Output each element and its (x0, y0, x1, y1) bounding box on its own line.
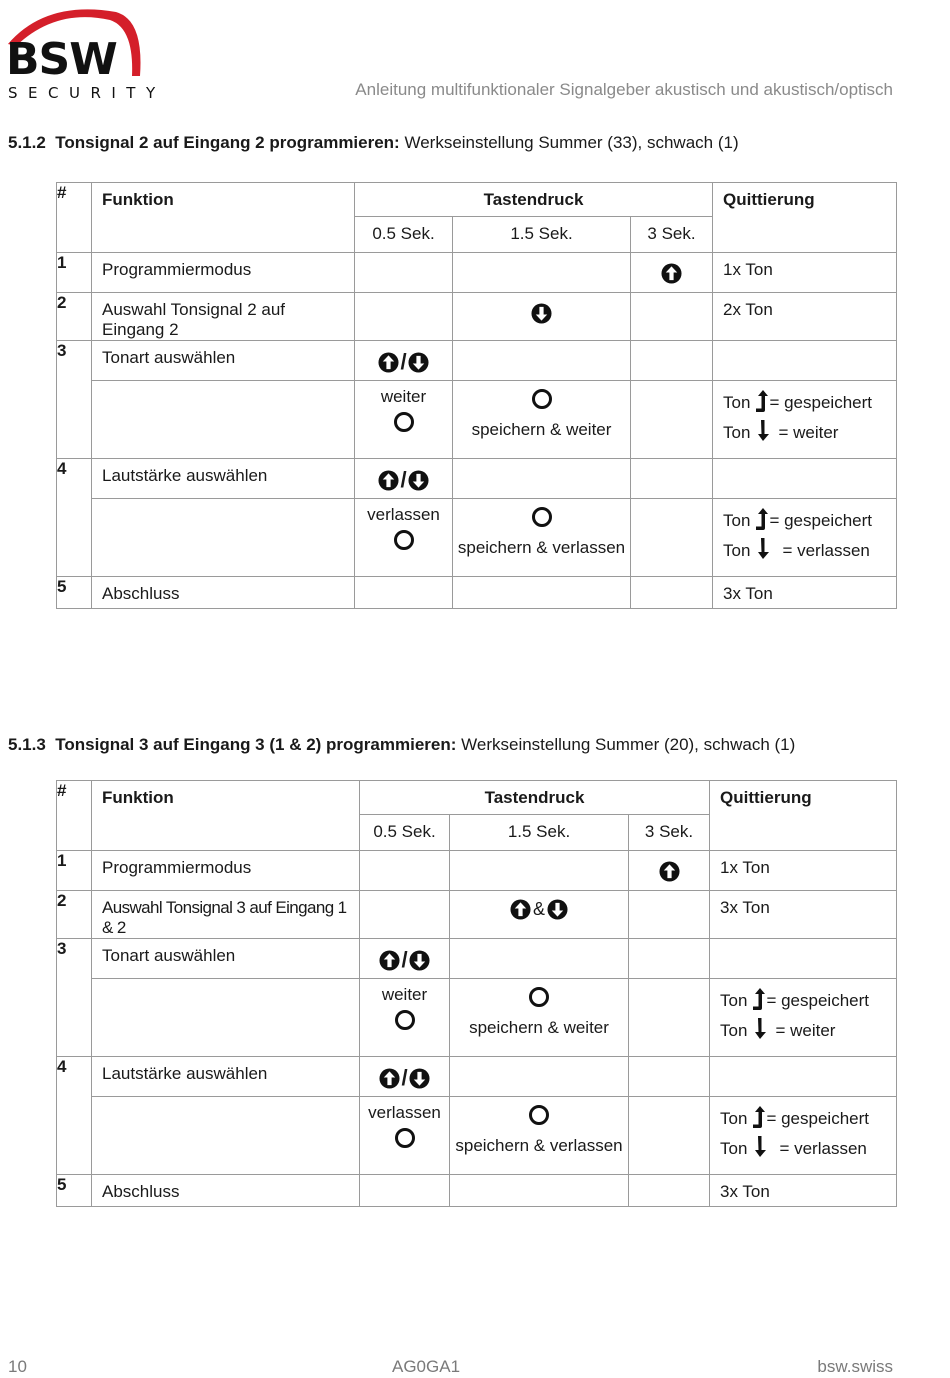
row-function: Programmiermodus (102, 858, 252, 877)
arrow-up-circle-icon (378, 470, 399, 491)
ack-tone-label: Ton (723, 423, 751, 442)
logo-subtext: SECURITY (8, 84, 166, 102)
table-row (57, 381, 897, 459)
row-acknowledgement: 3x Ton (720, 1182, 770, 1201)
row-function: Lautstärke auswählen (102, 1064, 268, 1083)
exit-label: verlassen (368, 1103, 441, 1122)
save-exit-label: speichern & verlassen (455, 1136, 623, 1155)
page-number: 10 (8, 1357, 27, 1376)
header-acknowledgement: Quittierung (720, 788, 812, 807)
ack-tone-label: Ton (723, 541, 751, 560)
header-function: Funktion (102, 788, 174, 807)
row-function: Auswahl Tonsignal 2 auf Eingang 2 (102, 300, 286, 339)
ack-tone-label: Ton (723, 393, 751, 412)
ack-saved-label: = gespeichert (769, 393, 872, 412)
arrow-down-circle-icon (408, 470, 429, 491)
open-circle-icon (395, 1128, 415, 1148)
row-number: 1 (57, 851, 92, 891)
row-function: Abschluss (102, 584, 180, 603)
section-title-bold: Tonsignal 2 auf Eingang 2 programmieren: (55, 133, 400, 152)
table-row: 3 Tonart auswählen / (57, 341, 897, 381)
ack-exit-label: = verlassen (782, 541, 870, 560)
logo-text: BSW (6, 34, 117, 85)
save-continue-label: speichern & weiter (469, 1018, 609, 1037)
rising-tone-arrow-icon (756, 390, 768, 412)
row-function: Auswahl Tonsignal 3 auf Eingang 1 & 2 (102, 898, 347, 937)
header-1-5-sec: 1.5 Sek. (507, 822, 571, 841)
arrow-down-circle-icon (547, 899, 568, 920)
row-number: 2 (57, 891, 92, 939)
header-function: Funktion (102, 190, 174, 209)
open-circle-icon (529, 987, 549, 1007)
and-separator: & (532, 899, 545, 920)
arrow-down-circle-icon (531, 303, 552, 324)
section-title-rest: Werkseinstellung Summer (20), schwach (1) (461, 735, 796, 754)
falling-tone-arrow-icon (755, 1136, 767, 1158)
header-1-5-sec: 1.5 Sek. (510, 224, 573, 243)
table-row: 4 Lautstärke auswählen / (57, 1057, 897, 1097)
ack-continue-label: = weiter (775, 1021, 836, 1040)
programming-table-513 (56, 780, 897, 1207)
row-number: 5 (57, 577, 92, 609)
open-circle-icon (529, 1105, 549, 1125)
section-number: 5.1.2 (8, 133, 46, 152)
arrow-up-circle-icon (659, 861, 680, 882)
arrow-up-circle-icon (378, 352, 399, 373)
table-row (57, 253, 897, 293)
open-circle-icon (532, 389, 552, 409)
ack-tone-label: Ton (720, 991, 748, 1010)
arrow-down-circle-icon (408, 352, 429, 373)
continue-label: weiter (380, 387, 427, 406)
row-number: 4 (57, 1057, 92, 1175)
open-circle-icon (395, 1010, 415, 1030)
table-row (57, 577, 897, 609)
continue-label: weiter (381, 985, 428, 1004)
header-number: # (57, 183, 92, 253)
row-function: Lautstärke auswählen (102, 466, 268, 485)
open-circle-icon (394, 530, 414, 550)
header-3-sec: 3 Sek. (647, 224, 696, 243)
row-number: 3 (57, 939, 92, 1057)
section-title-bold: Tonsignal 3 auf Eingang 3 (1 & 2) programmieren: (55, 735, 457, 754)
header-keypress: Tastendruck (484, 788, 585, 807)
exit-label: verlassen (367, 505, 440, 524)
website-link[interactable]: bsw.swiss (817, 1357, 893, 1376)
row-function: Abschluss (102, 1182, 180, 1201)
row-function: Tonart auswählen (102, 348, 236, 367)
document-code: AG0GA1 (392, 1357, 461, 1376)
arrow-up-circle-icon (661, 263, 682, 284)
header-acknowledgement: Quittierung (723, 190, 815, 209)
ack-exit-label: = verlassen (779, 1139, 867, 1158)
table-row (57, 1097, 897, 1175)
arrow-up-circle-icon (379, 1068, 400, 1089)
table-row (57, 1175, 897, 1207)
header-3-sec: 3 Sek. (644, 822, 694, 841)
row-acknowledgement: 3x Ton (723, 584, 773, 603)
row-number: 2 (57, 293, 92, 341)
ack-tone-label: Ton (723, 511, 751, 530)
table-row (57, 851, 897, 891)
row-acknowledgement: 2x Ton (723, 300, 773, 319)
section-heading-512 (8, 133, 739, 153)
section-heading-513 (8, 735, 795, 755)
row-acknowledgement: 1x Ton (720, 858, 770, 877)
table-row (57, 891, 897, 939)
row-acknowledgement: 1x Ton (723, 260, 773, 279)
programming-table-512 (56, 182, 897, 609)
table-row: 3 Tonart auswählen / (57, 939, 897, 979)
arrow-up-circle-icon (379, 950, 400, 971)
arrow-down-circle-icon (409, 950, 430, 971)
rising-tone-arrow-icon (753, 988, 765, 1010)
header-keypress: Tastendruck (483, 190, 584, 209)
ack-tone-label: Ton (720, 1139, 748, 1158)
save-exit-label: speichern & verlassen (457, 538, 626, 557)
document-title: Anleitung multifunktionaler Signalgeber akustisch und akustisch/optisch (355, 80, 893, 99)
open-circle-icon (532, 507, 552, 527)
arrow-up-circle-icon (510, 899, 531, 920)
table-row (57, 293, 897, 341)
header-number: # (57, 781, 92, 851)
header-0-5-sec: 0.5 Sek. (372, 224, 435, 243)
row-acknowledgement: 3x Ton (720, 898, 770, 917)
ack-continue-label: = weiter (778, 423, 839, 442)
row-function: Programmiermodus (102, 260, 252, 279)
arrow-down-circle-icon (409, 1068, 430, 1089)
table-row (57, 979, 897, 1057)
falling-tone-arrow-icon (758, 420, 770, 442)
table-row: 4 Lautstärke auswählen / (57, 459, 897, 499)
save-continue-label: speichern & weiter (471, 420, 612, 439)
rising-tone-arrow-icon (756, 508, 768, 530)
ack-saved-label: = gespeichert (766, 1109, 869, 1128)
ack-tone-label: Ton (720, 1109, 748, 1128)
row-number: 4 (57, 459, 92, 577)
header-0-5-sec: 0.5 Sek. (373, 822, 436, 841)
ack-saved-label: = gespeichert (766, 991, 869, 1010)
row-number: 5 (57, 1175, 92, 1207)
row-function: Tonart auswählen (102, 946, 236, 965)
bsw-logo (6, 6, 166, 102)
falling-tone-arrow-icon (758, 538, 770, 560)
ack-saved-label: = gespeichert (769, 511, 872, 530)
rising-tone-arrow-icon (753, 1106, 765, 1128)
falling-tone-arrow-icon (755, 1018, 767, 1040)
row-number: 1 (57, 253, 92, 293)
open-circle-icon (394, 412, 414, 432)
row-number: 3 (57, 341, 92, 459)
table-row (57, 499, 897, 577)
ack-tone-label: Ton (720, 1021, 748, 1040)
section-number: 5.1.3 (8, 735, 46, 754)
section-title-rest: Werkseinstellung Summer (33), schwach (1) (404, 133, 739, 152)
